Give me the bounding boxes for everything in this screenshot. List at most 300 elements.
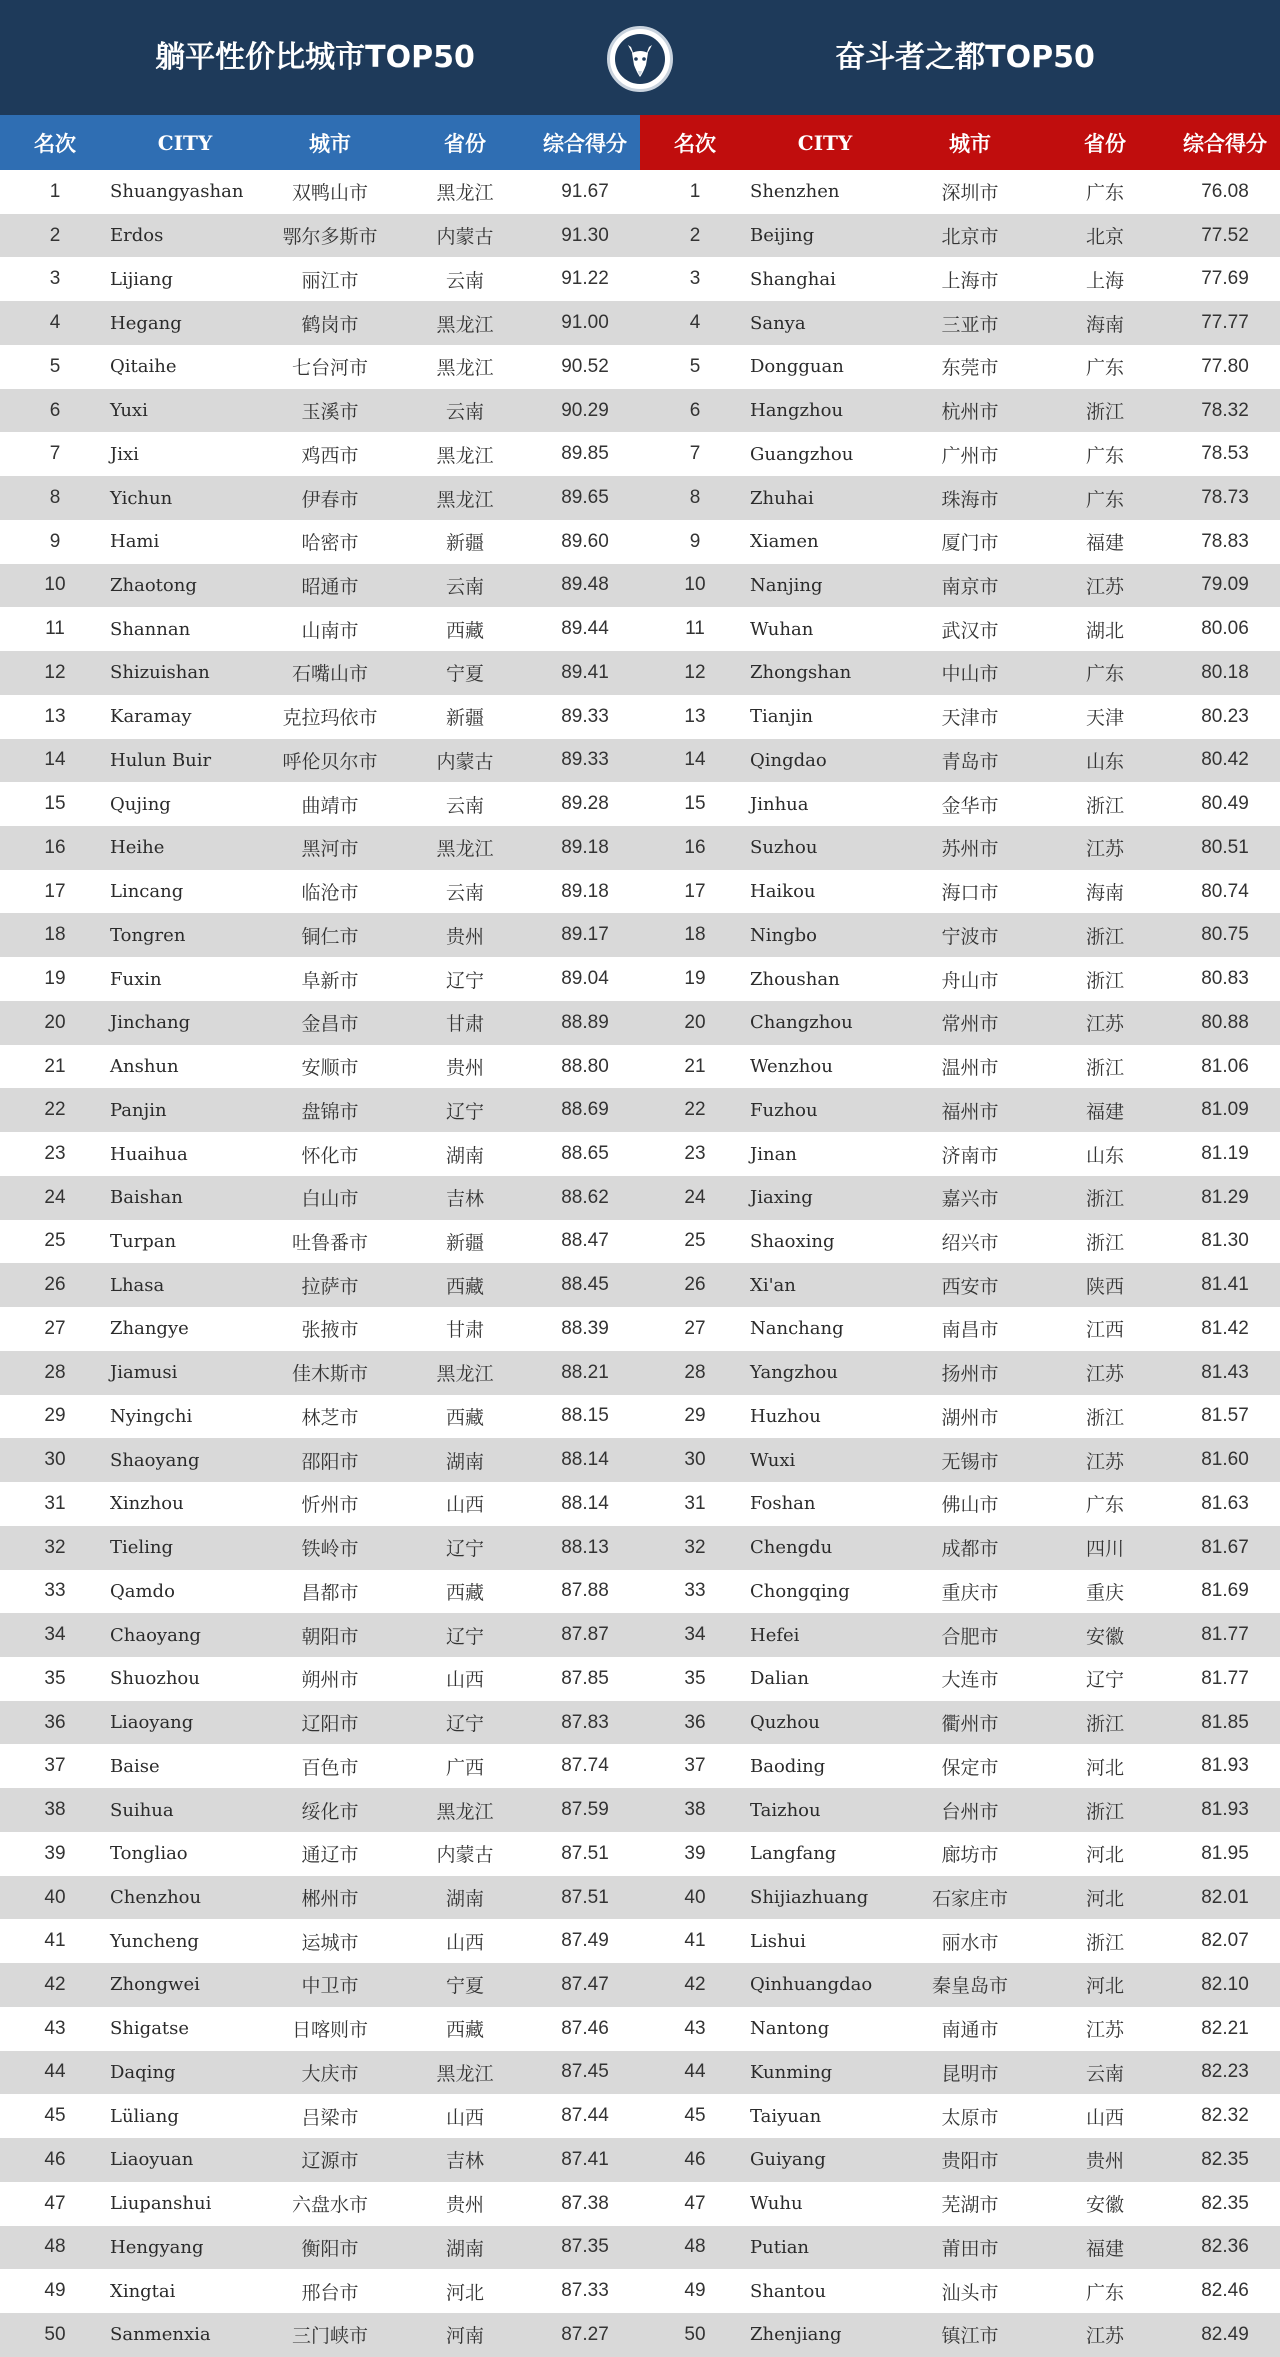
city-en-cell: Zhuhai <box>750 487 814 509</box>
table-row <box>640 782 1280 826</box>
rank-cell: 5 <box>689 355 701 377</box>
rank-cell: 43 <box>44 2017 66 2039</box>
city-zh-cell: 鹤岗市 <box>301 313 359 336</box>
province-cell: 浙江 <box>1085 401 1124 424</box>
score-cell: 82.21 <box>1201 2017 1249 2039</box>
table-row <box>0 170 640 214</box>
city-zh-cell: 重庆市 <box>941 1581 999 1604</box>
province-cell: 黑龙江 <box>436 313 494 336</box>
province-cell: 贵州 <box>1085 2150 1124 2173</box>
score-cell: 80.75 <box>1201 924 1249 946</box>
table-row <box>0 1220 640 1264</box>
city-en-cell: Nanchang <box>750 1318 844 1340</box>
city-en-cell: Liupanshui <box>110 2193 212 2215</box>
province-cell: 浙江 <box>1085 969 1124 992</box>
score-cell: 89.85 <box>561 443 609 465</box>
city-zh-cell: 百色市 <box>301 1756 359 1779</box>
city-en-cell: Qamdo <box>110 1580 175 1602</box>
rank-cell: 19 <box>684 968 706 990</box>
rank-cell: 49 <box>44 2280 66 2302</box>
city-en-cell: Shijiazhuang <box>750 1887 869 1908</box>
table-row <box>640 957 1280 1001</box>
rank-cell: 32 <box>44 1536 66 1558</box>
score-cell: 77.77 <box>1201 312 1249 334</box>
city-en-cell: Zhoushan <box>750 968 840 990</box>
city-zh-cell: 中卫市 <box>301 1975 359 1998</box>
city-en-cell: Lüliang <box>110 2105 179 2127</box>
city-en-cell: Nyingchi <box>110 1405 193 1427</box>
table-row <box>0 1088 640 1132</box>
table-row <box>0 432 640 476</box>
rank-cell: 35 <box>44 1667 66 1689</box>
city-zh-cell: 六盘水市 <box>291 2194 368 2217</box>
city-zh-cell: 金华市 <box>941 794 999 817</box>
city-en-cell: Panjin <box>110 1099 167 1121</box>
header-rank: 名次 <box>674 131 716 156</box>
rank-cell: 42 <box>684 1973 706 1995</box>
score-cell: 88.80 <box>561 1055 609 1077</box>
city-en-cell: Tieling <box>110 1537 174 1559</box>
city-en-cell: Putian <box>750 2236 810 2258</box>
province-cell: 江西 <box>1085 1319 1124 1342</box>
city-zh-cell: 衡阳市 <box>301 2237 359 2260</box>
city-en-cell: Chenzhou <box>110 1887 202 1908</box>
table-row <box>640 389 1280 433</box>
score-cell: 80.74 <box>1201 880 1249 902</box>
city-zh-cell: 青岛市 <box>941 750 999 773</box>
rank-cell: 33 <box>684 1580 706 1602</box>
city-zh-cell: 阜新市 <box>301 969 359 992</box>
rank-cell: 48 <box>44 2236 66 2258</box>
province-cell: 浙江 <box>1085 1713 1124 1736</box>
province-cell: 海南 <box>1085 882 1124 905</box>
rank-cell: 4 <box>49 312 61 334</box>
city-zh-cell: 拉萨市 <box>301 1275 359 1298</box>
rank-cell: 21 <box>44 1055 66 1077</box>
province-cell: 广东 <box>1085 357 1124 380</box>
header-score: 综合得分 <box>543 131 627 156</box>
table-row <box>0 1351 640 1395</box>
city-en-cell: Hegang <box>110 312 182 334</box>
city-zh-cell: 曲靖市 <box>301 794 359 817</box>
province-cell: 浙江 <box>1085 1931 1124 1954</box>
city-zh-cell: 佳木斯市 <box>291 1363 368 1386</box>
rank-cell: 50 <box>684 2323 706 2345</box>
city-zh-cell: 汕头市 <box>941 2281 999 2304</box>
right-table-header <box>640 115 1280 170</box>
province-cell: 河北 <box>1085 1975 1124 1998</box>
city-en-cell: Huzhou <box>750 1405 821 1427</box>
city-en-cell: Zhaotong <box>110 574 197 596</box>
rank-cell: 12 <box>684 661 706 683</box>
rank-cell: 45 <box>44 2105 66 2127</box>
table-row <box>640 432 1280 476</box>
rank-cell: 23 <box>44 1143 66 1165</box>
score-cell: 87.46 <box>561 2017 609 2039</box>
province-cell: 山西 <box>445 1931 484 1954</box>
table-row <box>640 170 1280 214</box>
score-cell: 87.59 <box>561 1799 609 1821</box>
city-zh-cell: 昆明市 <box>941 2062 999 2085</box>
score-cell: 81.77 <box>1201 1624 1249 1646</box>
province-cell: 浙江 <box>1085 925 1124 948</box>
score-cell: 89.44 <box>561 618 609 640</box>
city-zh-cell: 黑河市 <box>301 838 359 861</box>
rank-cell: 13 <box>44 705 66 727</box>
city-zh-cell: 运城市 <box>301 1931 359 1954</box>
table-row <box>0 1263 640 1307</box>
rank-cell: 3 <box>49 268 61 290</box>
city-zh-cell: 西安市 <box>941 1275 999 1298</box>
city-en-cell: Shanghai <box>750 268 836 290</box>
city-zh-cell: 镇江市 <box>941 2325 999 2348</box>
city-en-cell: Baoding <box>750 1755 826 1777</box>
province-cell: 福建 <box>1085 2237 1124 2260</box>
province-cell: 湖南 <box>445 1888 484 1910</box>
rank-cell: 44 <box>684 2061 706 2083</box>
city-en-cell: Shenzhen <box>750 181 840 203</box>
table-row <box>0 607 640 651</box>
city-zh-cell: 郴州市 <box>301 1888 359 1910</box>
province-cell: 广东 <box>1085 2281 1124 2304</box>
score-cell: 81.09 <box>1201 1099 1249 1121</box>
score-cell: 82.07 <box>1201 1930 1249 1952</box>
city-zh-cell: 嘉兴市 <box>941 1188 999 1211</box>
table-row <box>640 2007 1280 2051</box>
score-cell: 89.33 <box>561 705 609 727</box>
rank-cell: 7 <box>49 443 61 465</box>
rank-cell: 40 <box>44 1886 66 1908</box>
left-table-header <box>0 115 640 170</box>
table-row <box>640 345 1280 389</box>
score-cell: 82.36 <box>1201 2236 1249 2258</box>
table-row <box>640 870 1280 914</box>
table-row <box>640 1788 1280 1832</box>
table-row <box>640 1220 1280 1264</box>
province-cell: 上海 <box>1085 269 1124 292</box>
score-cell: 81.41 <box>1201 1274 1249 1296</box>
province-cell: 辽宁 <box>445 1538 484 1561</box>
table-row <box>0 345 640 389</box>
score-cell: 82.10 <box>1201 1973 1249 1995</box>
rank-cell: 45 <box>684 2105 706 2127</box>
score-cell: 78.53 <box>1201 443 1249 465</box>
table-row <box>640 564 1280 608</box>
province-cell: 河北 <box>445 2281 484 2304</box>
table-row <box>0 1919 640 1963</box>
rank-cell: 37 <box>44 1755 66 1777</box>
city-en-cell: Huaihua <box>110 1143 188 1165</box>
city-zh-cell: 金昌市 <box>301 1013 359 1036</box>
score-cell: 88.65 <box>561 1143 609 1165</box>
rank-cell: 32 <box>684 1536 706 1558</box>
table-row <box>0 1963 640 2007</box>
right-table-body <box>640 170 1280 2357</box>
score-cell: 87.35 <box>561 2236 609 2258</box>
table-row <box>640 1176 1280 1220</box>
rank-cell: 1 <box>49 180 61 202</box>
city-zh-cell: 朔州市 <box>301 1669 359 1692</box>
rank-cell: 36 <box>684 1711 706 1733</box>
table-row <box>0 1744 640 1788</box>
city-en-cell: Baise <box>110 1755 160 1777</box>
table-row <box>640 1963 1280 2007</box>
province-cell: 黑龙江 <box>436 444 494 467</box>
city-en-cell: Nantong <box>750 2018 830 2040</box>
score-cell: 88.47 <box>561 1230 609 1252</box>
city-zh-cell: 鸡西市 <box>301 444 359 467</box>
score-cell: 81.30 <box>1201 1230 1249 1252</box>
province-cell: 北京 <box>1085 226 1124 249</box>
province-cell: 新疆 <box>445 707 484 730</box>
city-en-cell: Guiyang <box>750 2149 826 2171</box>
city-en-cell: Lincang <box>110 881 184 903</box>
score-cell: 87.45 <box>561 2061 609 2083</box>
rank-cell: 26 <box>684 1274 706 1296</box>
table-row <box>0 301 640 345</box>
city-en-cell: Qujing <box>110 793 171 815</box>
table-row <box>640 2051 1280 2095</box>
province-cell: 湖南 <box>445 1450 484 1473</box>
province-cell: 重庆 <box>1085 1581 1124 1604</box>
city-en-cell: Lhasa <box>110 1274 165 1296</box>
province-cell: 广东 <box>1085 663 1124 686</box>
score-cell: 81.85 <box>1201 1711 1249 1733</box>
rank-cell: 16 <box>44 836 66 858</box>
score-cell: 89.18 <box>561 836 609 858</box>
rank-cell: 24 <box>684 1186 706 1208</box>
table-row <box>0 2182 640 2226</box>
rank-cell: 6 <box>49 399 61 421</box>
province-cell: 河北 <box>1085 1756 1124 1779</box>
score-cell: 88.45 <box>561 1274 609 1296</box>
table-row <box>0 957 640 1001</box>
rank-cell: 36 <box>44 1711 66 1733</box>
province-cell: 内蒙古 <box>436 1844 494 1867</box>
table-row <box>640 1526 1280 1570</box>
rank-cell: 14 <box>684 749 706 771</box>
rank-cell: 47 <box>684 2192 706 2214</box>
rank-cell: 4 <box>689 312 701 334</box>
city-en-cell: Zhongwei <box>110 1974 200 1996</box>
city-zh-cell: 无锡市 <box>941 1450 999 1473</box>
city-zh-cell: 鄂尔多斯市 <box>282 226 378 249</box>
score-cell: 87.51 <box>561 1886 609 1908</box>
city-zh-cell: 常州市 <box>941 1013 999 1036</box>
rank-cell: 40 <box>684 1886 706 1908</box>
score-cell: 91.67 <box>561 180 609 202</box>
table-row <box>640 1701 1280 1745</box>
table-row <box>640 826 1280 870</box>
table-row <box>0 651 640 695</box>
score-cell: 80.49 <box>1201 793 1249 815</box>
province-cell: 河北 <box>1085 1888 1124 1910</box>
title-banner <box>0 0 1280 115</box>
province-cell: 西藏 <box>445 1275 484 1298</box>
city-en-cell: Shantou <box>750 2280 826 2302</box>
province-cell: 浙江 <box>1085 1231 1124 1254</box>
score-cell: 81.29 <box>1201 1186 1249 1208</box>
city-zh-cell: 安顺市 <box>301 1057 359 1080</box>
province-cell: 黑龙江 <box>436 1800 494 1823</box>
province-cell: 福建 <box>1085 1100 1124 1123</box>
city-zh-cell: 七台河市 <box>291 357 368 380</box>
city-zh-cell: 衢州市 <box>941 1713 999 1736</box>
city-zh-cell: 大连市 <box>941 1669 999 1692</box>
table-row <box>640 1570 1280 1614</box>
rank-cell: 9 <box>49 530 61 552</box>
city-zh-cell: 南京市 <box>941 575 999 598</box>
header-city-zh: 城市 <box>309 131 351 156</box>
city-zh-cell: 南通市 <box>941 2019 999 2042</box>
rank-cell: 30 <box>44 1449 66 1471</box>
table-row <box>640 1482 1280 1526</box>
header-province: 省份 <box>1084 131 1126 156</box>
city-en-cell: Jinchang <box>110 1012 191 1034</box>
city-zh-cell: 海口市 <box>941 882 999 905</box>
table-row <box>640 913 1280 957</box>
city-en-cell: Guangzhou <box>750 443 854 465</box>
province-cell: 宁夏 <box>445 663 484 686</box>
table-row <box>0 2007 640 2051</box>
province-cell: 云南 <box>445 269 484 292</box>
province-cell: 四川 <box>1085 1538 1124 1561</box>
city-zh-cell: 大庆市 <box>301 2062 359 2085</box>
province-cell: 福建 <box>1085 532 1124 555</box>
city-en-cell: Shaoyang <box>110 1449 200 1471</box>
table-row <box>0 564 640 608</box>
city-en-cell: Suihua <box>110 1799 174 1821</box>
city-zh-cell: 宁波市 <box>941 925 999 948</box>
city-en-cell: Jixi <box>110 443 139 465</box>
rank-cell: 16 <box>684 836 706 858</box>
rank-cell: 23 <box>684 1143 706 1165</box>
rank-cell: 27 <box>684 1317 706 1339</box>
city-en-cell: Karamay <box>110 706 192 728</box>
city-en-cell: Xinzhou <box>110 1493 184 1515</box>
score-cell: 87.41 <box>561 2148 609 2170</box>
city-zh-cell: 吕梁市 <box>301 2106 359 2129</box>
city-zh-cell: 日喀则市 <box>291 2019 368 2042</box>
city-en-cell: Zhongshan <box>750 662 852 684</box>
city-en-cell: Hami <box>110 531 160 553</box>
city-zh-cell: 温州市 <box>941 1057 999 1080</box>
score-cell: 78.32 <box>1201 399 1249 421</box>
province-cell: 河南 <box>445 2325 484 2348</box>
rank-cell: 12 <box>44 661 66 683</box>
city-zh-cell: 芜湖市 <box>941 2194 999 2217</box>
city-zh-cell: 三门峡市 <box>291 2325 368 2348</box>
city-zh-cell: 保定市 <box>941 1756 999 1779</box>
rank-cell: 8 <box>689 487 701 508</box>
score-cell: 89.28 <box>561 793 609 815</box>
province-cell: 山西 <box>445 1669 484 1692</box>
rank-cell: 30 <box>684 1449 706 1471</box>
table-row <box>0 1482 640 1526</box>
score-cell: 80.83 <box>1201 968 1249 990</box>
province-cell: 黑龙江 <box>436 488 494 511</box>
score-cell: 88.15 <box>561 1405 609 1427</box>
score-cell: 80.51 <box>1201 836 1249 858</box>
province-cell: 内蒙古 <box>436 226 494 249</box>
rank-cell: 19 <box>44 968 66 990</box>
city-en-cell: Dongguan <box>750 356 844 378</box>
province-cell: 辽宁 <box>445 969 484 992</box>
city-en-cell: Haikou <box>750 881 816 903</box>
city-en-cell: Liaoyang <box>110 1712 194 1734</box>
rank-cell: 17 <box>684 880 706 902</box>
city-zh-cell: 合肥市 <box>941 1625 999 1648</box>
score-cell: 81.42 <box>1201 1317 1249 1339</box>
rank-cell: 6 <box>689 399 701 421</box>
left-table-title: 躺平性价比城市TOP50 <box>155 40 475 75</box>
province-cell: 山东 <box>1085 750 1124 773</box>
city-en-cell: Shannan <box>110 618 191 640</box>
city-zh-cell: 怀化市 <box>301 1144 359 1167</box>
city-zh-cell: 昌都市 <box>301 1581 359 1604</box>
rank-cell: 41 <box>44 1930 66 1952</box>
table-row <box>0 2051 640 2095</box>
city-zh-cell: 广州市 <box>941 444 999 467</box>
header-city-en: CITY <box>797 130 853 155</box>
city-zh-cell: 张掖市 <box>301 1319 359 1342</box>
province-cell: 江苏 <box>1085 1013 1124 1036</box>
rank-cell: 33 <box>44 1580 66 1602</box>
city-en-cell: Taizhou <box>750 1799 821 1821</box>
score-cell: 77.80 <box>1201 355 1249 377</box>
score-cell: 81.60 <box>1201 1449 1249 1471</box>
score-cell: 81.93 <box>1201 1755 1249 1777</box>
table-row <box>640 2269 1280 2313</box>
table-row <box>0 389 640 433</box>
rank-cell: 24 <box>44 1186 66 1208</box>
province-cell: 江苏 <box>1085 838 1124 861</box>
city-en-cell: Shuangyashan <box>110 181 244 203</box>
score-cell: 87.51 <box>561 1842 609 1864</box>
province-cell: 山西 <box>445 2106 484 2129</box>
table-row <box>640 520 1280 564</box>
province-cell: 广东 <box>1085 1494 1124 1517</box>
province-cell: 贵州 <box>445 1057 484 1080</box>
province-cell: 黑龙江 <box>436 182 494 205</box>
city-zh-cell: 佛山市 <box>941 1494 999 1517</box>
city-zh-cell: 铁岭市 <box>301 1538 359 1561</box>
score-cell: 89.04 <box>561 968 609 990</box>
province-cell: 湖南 <box>445 2237 484 2260</box>
table-row <box>0 1526 640 1570</box>
rank-cell: 34 <box>684 1624 706 1646</box>
rank-cell: 5 <box>49 355 61 377</box>
table-row <box>0 1788 640 1832</box>
city-en-cell: Yuxi <box>110 400 148 422</box>
province-cell: 江苏 <box>1085 1363 1124 1386</box>
city-en-cell: Shigatse <box>110 2018 190 2040</box>
city-en-cell: Yuncheng <box>110 1930 199 1952</box>
rank-cell: 39 <box>684 1842 706 1864</box>
table-row <box>640 2313 1280 2357</box>
rank-cell: 28 <box>684 1361 706 1383</box>
score-cell: 80.18 <box>1201 661 1249 683</box>
rank-cell: 27 <box>44 1317 66 1339</box>
city-zh-cell: 石家庄市 <box>931 1888 1008 1910</box>
score-cell: 91.00 <box>561 312 609 334</box>
score-cell: 77.52 <box>1201 224 1249 246</box>
table-row <box>640 2094 1280 2138</box>
table-row <box>640 607 1280 651</box>
city-en-cell: Tongren <box>110 924 186 946</box>
city-zh-cell: 通辽市 <box>301 1844 359 1867</box>
rank-cell: 2 <box>49 224 61 246</box>
